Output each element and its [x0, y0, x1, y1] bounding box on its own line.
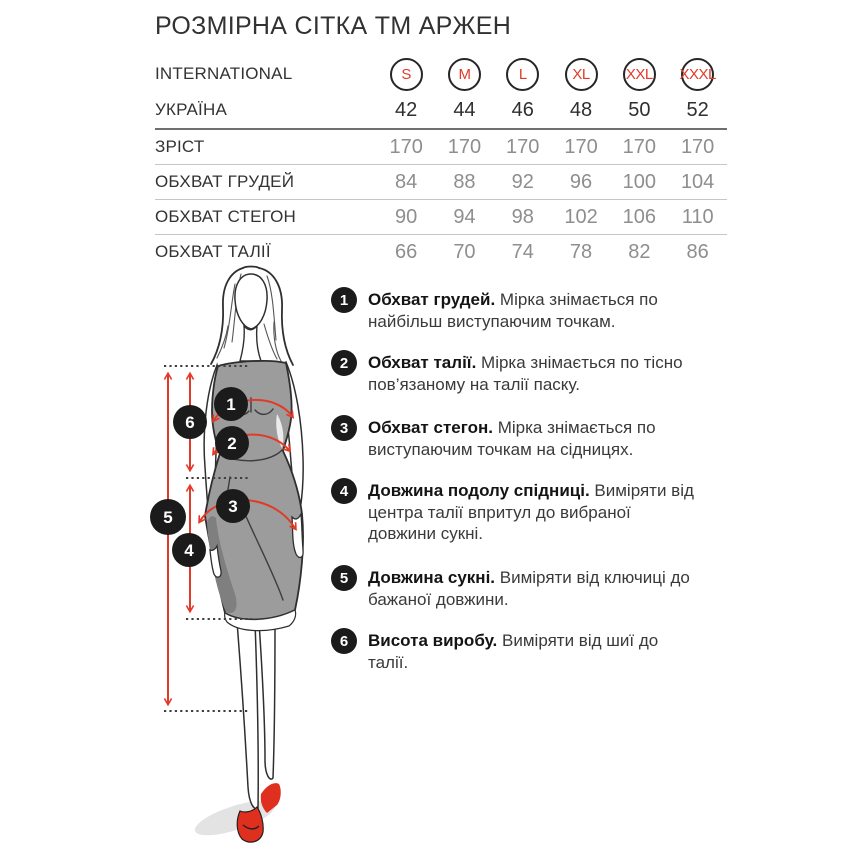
cell-value: 170 [389, 135, 423, 158]
cell-value: 170 [622, 135, 657, 158]
neck [240, 326, 261, 361]
ua-size: 44 [453, 98, 476, 121]
cell-value: 170 [506, 135, 540, 158]
legend-text-6: Висота виробу. Виміряти від шиї до талії. [368, 631, 659, 672]
size-badge-s: S [390, 58, 423, 91]
cell-value: 92 [511, 170, 534, 193]
legend-item-1 [331, 289, 703, 332]
row-label: ОБХВАТ СТЕГОН [155, 207, 297, 226]
marker-badge-4 [172, 533, 206, 567]
ukraine-label: УКРАЇНА [155, 100, 227, 119]
marker-badge-1 [214, 387, 248, 421]
cell-value: 96 [569, 170, 593, 193]
cell-value: 82 [628, 240, 651, 263]
cell-value: 78 [569, 240, 593, 263]
legs [237, 622, 275, 809]
size-badge-l: L [506, 58, 539, 91]
cell-value: 110 [681, 205, 714, 228]
legend-badge-2: 2 [331, 350, 357, 376]
svg-text:5: 5 [163, 507, 173, 527]
legend-text-3: Обхват стегон. Мірка знімається по виступаючим точкам на сідницях. [368, 418, 656, 459]
marker-badge-5 [150, 499, 186, 535]
size-badge-m: M [448, 58, 481, 91]
svg-text:2: 2 [227, 433, 237, 453]
ua-size: 50 [628, 98, 651, 121]
cell-value: 104 [680, 170, 715, 193]
svg-text:4: 4 [184, 540, 194, 560]
cell-value: 84 [395, 170, 418, 193]
legend-badge-1: 1 [331, 287, 357, 313]
table-row-international [155, 56, 727, 92]
cell-value: 170 [564, 135, 598, 158]
ua-size: 48 [569, 98, 593, 121]
marker-badge-2 [215, 426, 249, 460]
svg-text:6: 6 [185, 412, 195, 432]
marker-badge-6 [173, 405, 207, 439]
cell-value: 66 [395, 240, 418, 263]
cell-value: 70 [453, 240, 476, 263]
legend-item-2 [331, 352, 703, 395]
row-label: ЗРІСТ [155, 137, 205, 156]
cell-value: 170 [447, 135, 482, 158]
international-label: INTERNATIONAL [155, 64, 293, 83]
cell-value: 88 [453, 170, 476, 193]
face [235, 274, 267, 329]
red-shoes [237, 783, 281, 842]
table-row-hips [155, 199, 727, 234]
legend-badge-4: 4 [331, 478, 357, 504]
size-table [155, 56, 727, 269]
ua-size: 42 [395, 98, 418, 121]
svg-text:3: 3 [228, 496, 238, 516]
legend-text-4: Довжина подолу спідниці. Виміряти від центра талії впритул до вибраної довжини сукні. [368, 481, 694, 543]
size-badge-xl: XL [565, 58, 598, 91]
table-row-chest [155, 164, 727, 199]
marker-badge-3 [216, 489, 250, 523]
cell-value: 94 [453, 205, 476, 228]
ua-size: 46 [511, 98, 534, 121]
svg-text:1: 1 [226, 394, 236, 414]
cell-value: 90 [395, 205, 418, 228]
cell-value: 100 [622, 170, 657, 193]
legend-text-2: Обхват талії. Мірка знімається по тісно пов’язаному на талії паску. [368, 353, 683, 394]
legend-badge-3: 3 [331, 415, 357, 441]
cell-value: 86 [686, 240, 709, 263]
legend-badge-5: 5 [331, 565, 357, 591]
legend-item-5 [331, 567, 703, 610]
size-badge-xxl: XXL [623, 58, 656, 91]
measurement-figure-illustration [140, 262, 340, 850]
cell-value: 102 [564, 205, 598, 228]
page-title: РОЗМІРНА СІТКА ТМ АРЖЕН [155, 12, 512, 40]
legend-item-6 [331, 630, 703, 673]
size-badge-xxxl: XXXL [681, 58, 714, 91]
legend-text-5: Довжина сукні. Виміряти від ключиці до бажаної довжини. [368, 568, 690, 609]
cell-value: 106 [622, 205, 657, 228]
legend-item-3 [331, 417, 703, 460]
cell-value: 98 [511, 205, 534, 228]
table-row-ukraine [155, 92, 727, 128]
ua-size: 52 [686, 98, 709, 121]
legend-item-4 [331, 480, 703, 545]
row-label: ОБХВАТ ГРУДЕЙ [155, 172, 295, 191]
row-label: ОБХВАТ ТАЛІЇ [155, 242, 271, 261]
legend-badge-6: 6 [331, 628, 357, 654]
cell-value: 170 [680, 135, 715, 158]
cell-value: 74 [511, 240, 534, 263]
table-row-height [155, 128, 727, 164]
legend-text-1: Обхват грудей. Мірка знімається по найбільш виступаючим точкам. [368, 290, 658, 331]
